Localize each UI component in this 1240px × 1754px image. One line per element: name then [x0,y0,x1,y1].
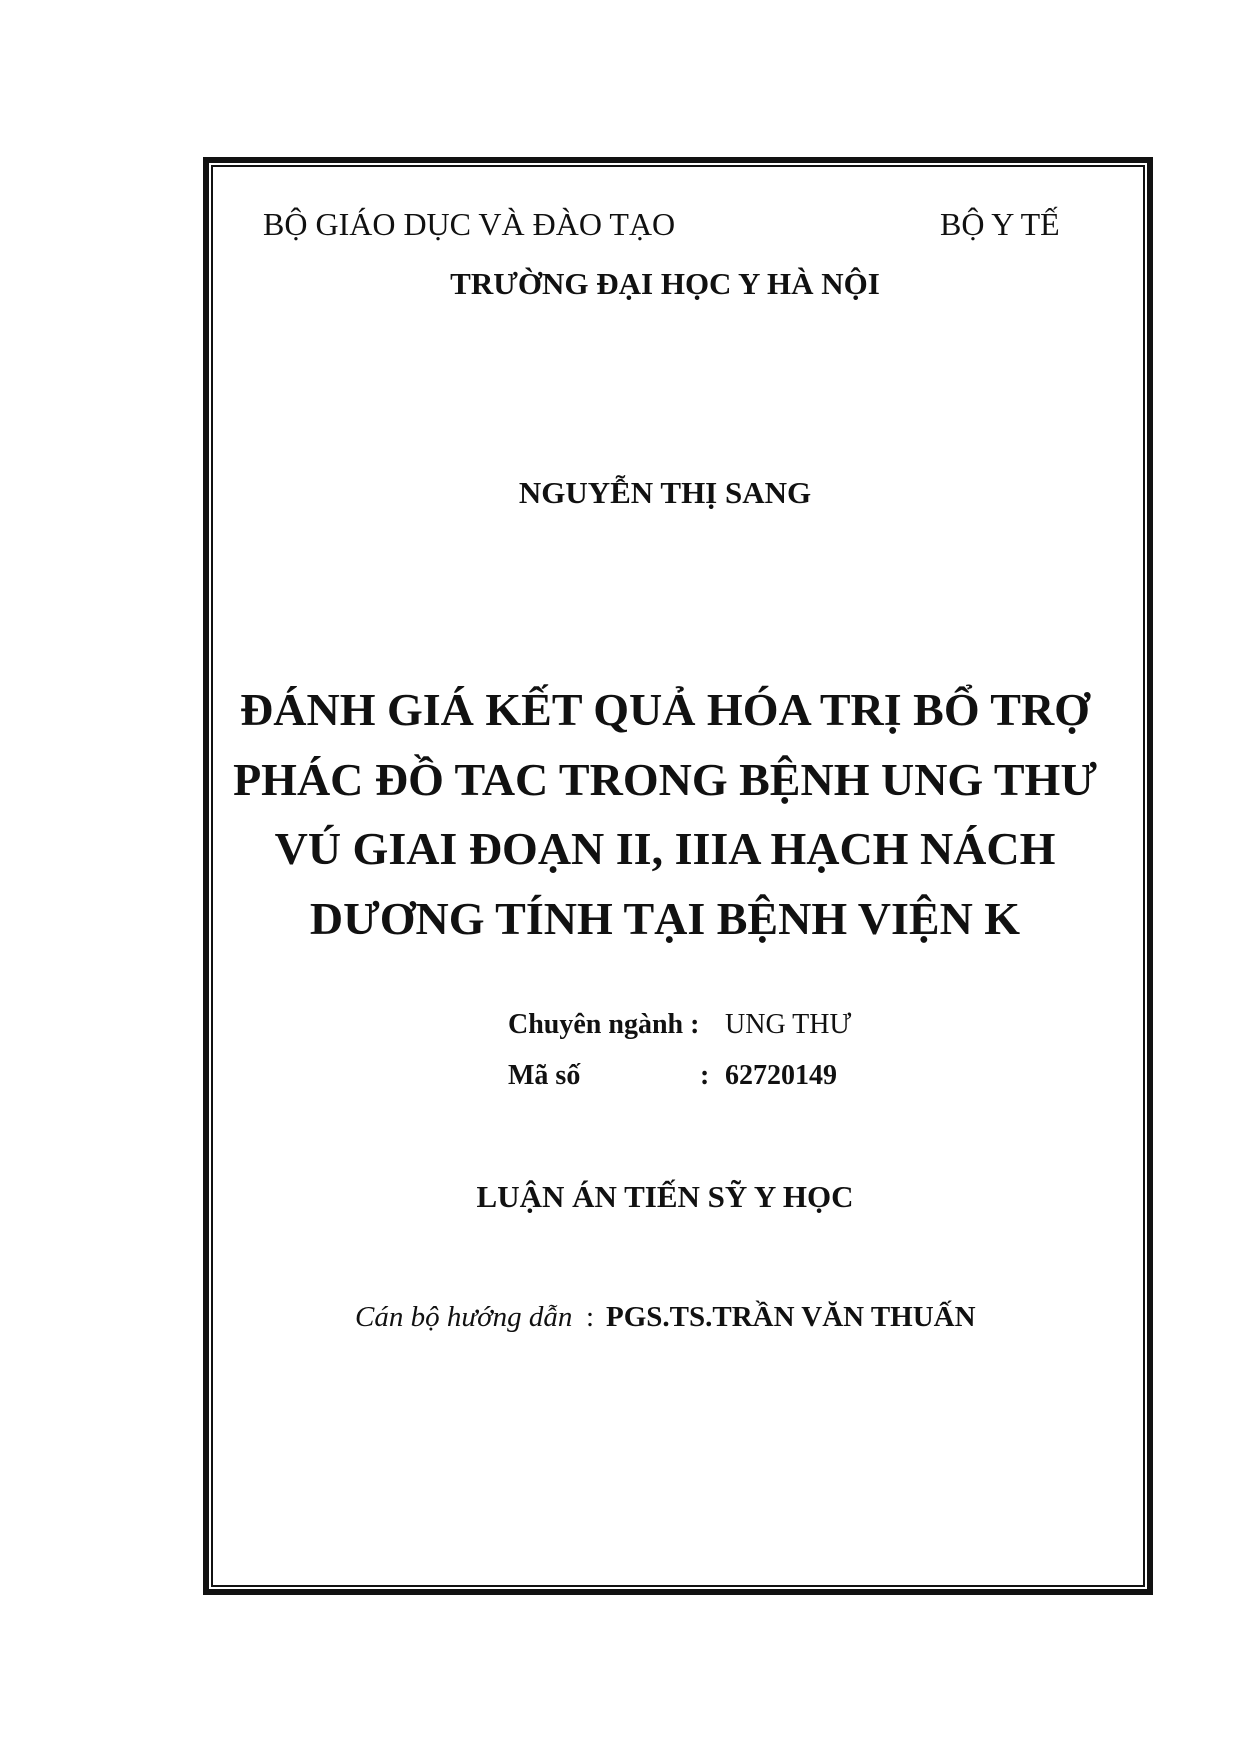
ministry-of-health: BỘ Y TẾ [940,206,1060,242]
specialty-value: UNG THƯ [725,1009,852,1040]
thesis-title-line-4: DƯƠNG TÍNH TẠI BỆNH VIỆN K [309,893,1021,944]
author-name: NGUYỄN THỊ SANG [518,475,812,510]
ministry-of-education: BỘ GIÁO DỤC VÀ ĐÀO TẠO [263,206,676,242]
degree-title: LUẬN ÁN TIẾN SỸ Y HỌC [476,1179,854,1214]
thesis-title-line-3: VÚ GIAI ĐOẠN II, IIIA HẠCH NÁCH [274,823,1056,874]
code-colon: : [700,1060,710,1091]
advisor-name: PGS.TS.TRẦN VĂN THUẤN [606,1301,976,1333]
advisor-separator: : [586,1301,595,1333]
specialty-label: Chuyên ngành : [508,1009,700,1040]
university-name: TRƯỜNG ĐẠI HỌC Y HÀ NỘI [450,266,880,301]
thesis-title-line-2: PHÁC ĐỒ TAC TRONG BỆNH UNG THƯ [233,754,1097,805]
advisor-label: Cán bộ hướng dẫn [355,1301,573,1333]
code-value: 62720149 [725,1060,837,1091]
thesis-title-line-1: ĐÁNH GIÁ KẾT QUẢ HÓA TRỊ BỔ TRỢ [240,684,1090,735]
code-label: Mã số [508,1060,581,1091]
page-border-inner [211,165,1145,1587]
